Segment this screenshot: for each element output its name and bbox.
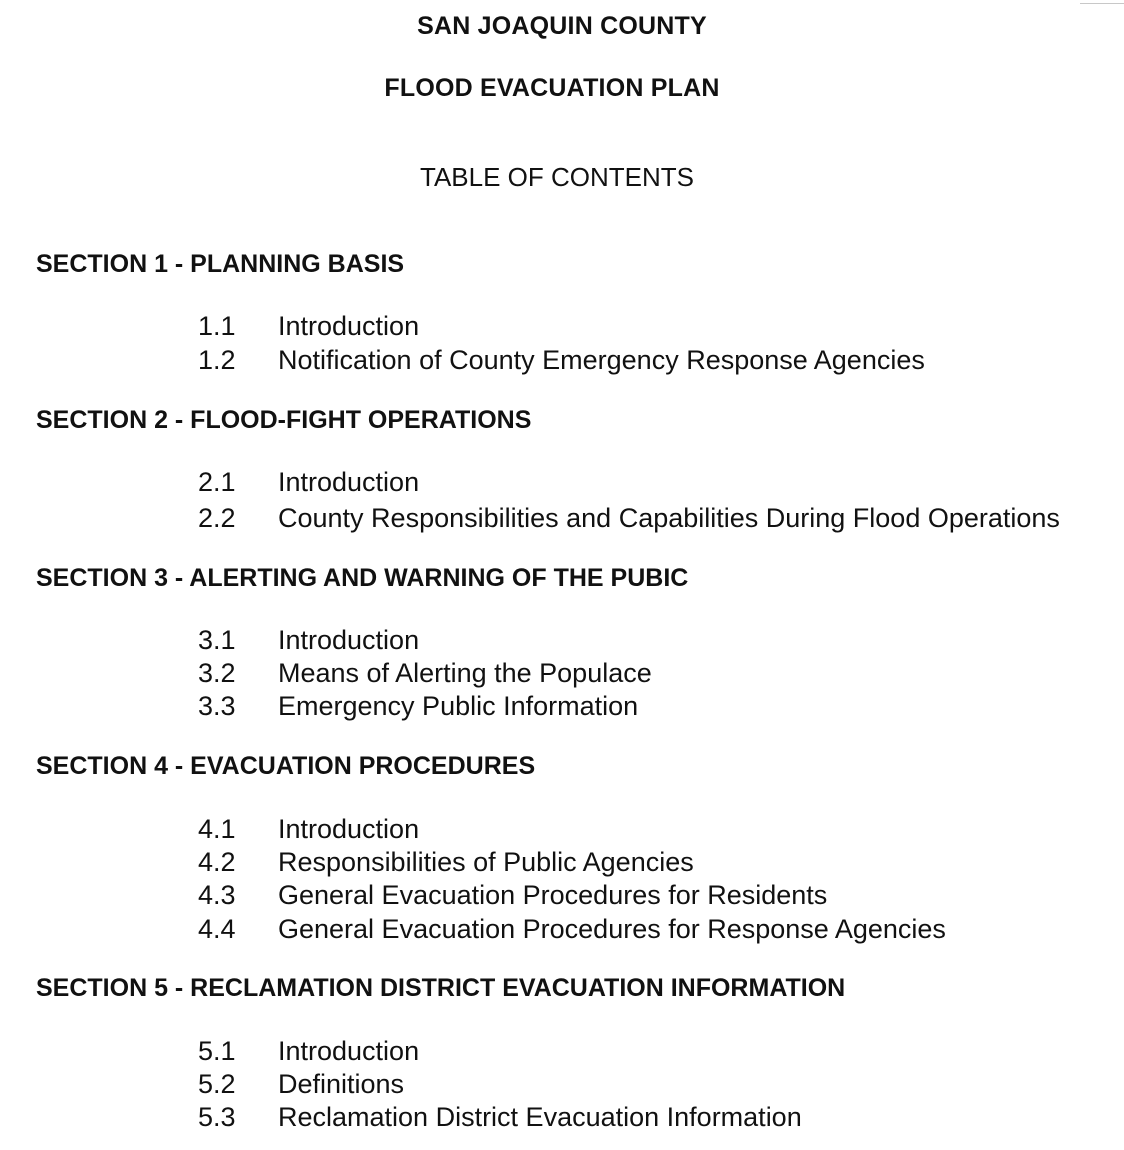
toc-entry-text: Introduction (278, 814, 420, 844)
toc-entry-1-1[interactable] (198, 309, 419, 343)
toc-heading: TABLE OF CONTENTS (420, 162, 694, 192)
toc-entry-text: Responsibilities of Public Agencies (278, 847, 694, 877)
toc-entry-4-1[interactable] (198, 812, 419, 846)
toc-entry-number: 2.1 (198, 467, 236, 497)
toc-entry-2-1[interactable] (198, 465, 419, 499)
toc-entry-number: 4.3 (198, 880, 236, 910)
toc-entry-3-2[interactable] (198, 656, 652, 690)
toc-entry-2-2[interactable] (198, 501, 1060, 535)
toc-entry-number: 4.4 (198, 914, 236, 944)
toc-entry-number: 1.2 (198, 345, 236, 375)
toc-entry-number: 5.1 (198, 1036, 236, 1066)
section-heading-5: SECTION 5 - RECLAMATION DISTRICT EVACUATION INFORMATION (36, 974, 846, 1002)
toc-entry-4-4[interactable] (198, 912, 946, 946)
toc-entry-3-1[interactable] (198, 623, 419, 657)
document-title-plan: FLOOD EVACUATION PLAN (384, 74, 720, 102)
toc-entry-text: Reclamation District Evacuation Information (278, 1102, 802, 1132)
toc-entry-3-3[interactable] (198, 689, 638, 723)
toc-entry-number: 4.2 (198, 847, 236, 877)
toc-entry-text: General Evacuation Procedures for Response Agencies (278, 914, 946, 944)
section-heading-4: SECTION 4 - EVACUATION PROCEDURES (36, 752, 536, 780)
toc-entry-text: Means of Alerting the Populace (278, 658, 652, 688)
section-heading-2: SECTION 2 - FLOOD-FIGHT OPERATIONS (36, 406, 532, 434)
toc-entry-text: County Responsibilities and Capabilities During Flood Operations (278, 503, 1060, 533)
toc-entry-number: 5.3 (198, 1102, 236, 1132)
toc-entry-number: 3.2 (198, 658, 236, 688)
toc-entry-text: Emergency Public Information (278, 691, 639, 721)
toc-entry-4-2[interactable] (198, 845, 694, 879)
toc-entry-5-2[interactable] (198, 1067, 404, 1101)
toc-entry-number: 3.3 (198, 691, 236, 721)
toc-entry-5-1[interactable] (198, 1034, 419, 1068)
toc-entry-number: 5.2 (198, 1069, 236, 1099)
toc-entry-text: Introduction (278, 311, 420, 341)
toc-entry-text: Notification of County Emergency Response Agencies (278, 345, 925, 375)
toc-entry-number: 3.1 (198, 625, 236, 655)
toc-entry-text: Introduction (278, 1036, 420, 1066)
toc-entry-number: 4.1 (198, 814, 236, 844)
toc-entry-text: Introduction (278, 467, 420, 497)
toc-entry-text: General Evacuation Procedures for Residents (278, 880, 828, 910)
toc-entry-text: Introduction (278, 625, 420, 655)
section-heading-1: SECTION 1 - PLANNING BASIS (36, 250, 405, 278)
section-heading-3: SECTION 3 - ALERTING AND WARNING OF THE PUBIC (36, 564, 689, 592)
toc-entry-1-2[interactable] (198, 343, 925, 377)
toc-entry-5-3[interactable] (198, 1100, 802, 1134)
document-title-county: SAN JOAQUIN COUNTY (417, 12, 707, 40)
page-edge-line (1080, 3, 1124, 4)
toc-entry-4-3[interactable] (198, 878, 827, 912)
toc-entry-number: 1.1 (198, 311, 236, 341)
toc-entry-number: 2.2 (198, 503, 236, 533)
toc-entry-text: Definitions (278, 1069, 405, 1099)
